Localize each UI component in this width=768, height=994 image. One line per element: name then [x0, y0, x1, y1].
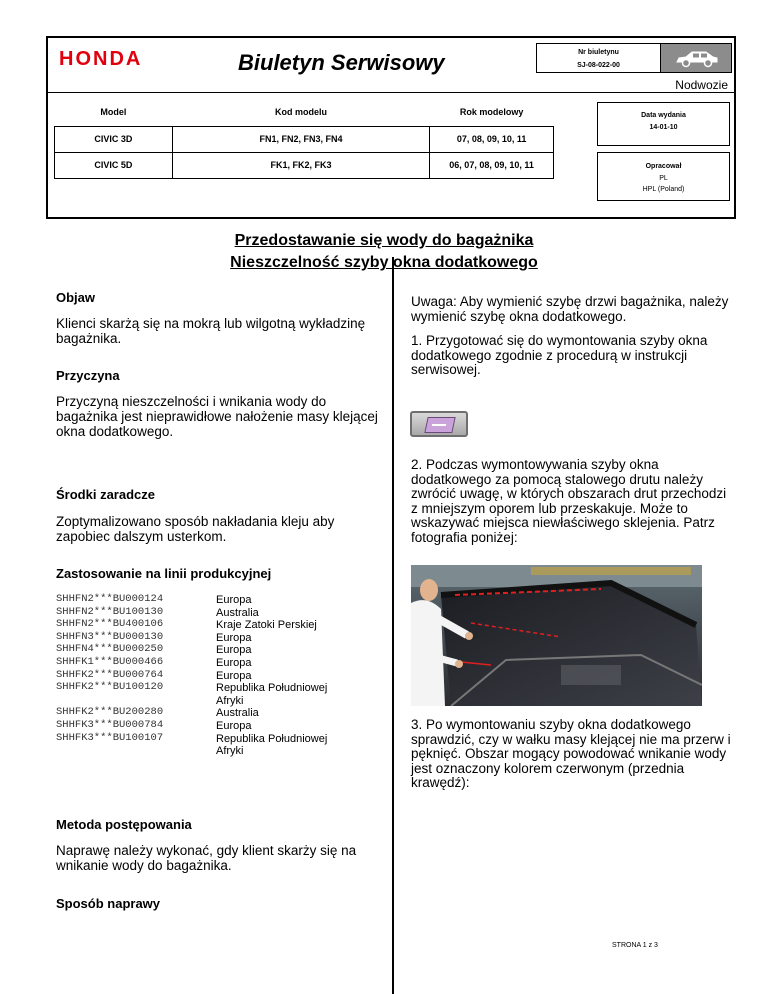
issue-date-label: Data wydania [641, 112, 686, 119]
vin-code: SHHFN2***BU400106 [56, 618, 164, 631]
region: Europa [216, 669, 252, 682]
bulletin-number: SJ-08-022-00 [577, 62, 620, 69]
region: Republika Południowej [216, 732, 328, 745]
service-manual-icon[interactable] [410, 411, 468, 437]
table-cell: FK1, FK2, FK3 [172, 152, 429, 178]
region: Kraje Zatoki Perskiej [216, 619, 317, 632]
bulletin-title: Biuletyn Serwisowy [238, 50, 445, 75]
step-2: 2. Podczas wymontowywania szyby okna dodatkowego za pomocą stalowego drutu należy zwrócić uwagę, w których obszarach drut przechodzi z mniejszym oporem lub przeskakuje. Może to wskazywać miejsca niewłaściwego sklejenia. Patrz fotografia poniżej: [411, 457, 727, 545]
model-table [54, 98, 554, 179]
author-initials: PL [659, 175, 668, 182]
symptom-text: Klienci skarżą się na mokrą lub wilgotną wykładzinę bagażnika. [56, 316, 366, 346]
method-heading: Metoda postępowania [56, 817, 192, 832]
vin-code: SHHFK1***BU000466 [56, 655, 164, 668]
bulletin-number-box [536, 43, 660, 73]
document-title: Przedostawanie się wody do bagażnika [234, 232, 534, 249]
author-company: HPL (Poland) [642, 186, 685, 193]
author-box [597, 152, 730, 201]
symptom-heading: Objaw [56, 290, 96, 305]
author-label: Opracował [645, 163, 682, 170]
region: Europa [216, 594, 252, 606]
table-cell: CIVIC 5D [55, 152, 173, 178]
category-label: Nodwozie [675, 78, 728, 92]
column-header: Rok modelowy [459, 106, 524, 117]
vin-code: SHHFK2***BU100120 [56, 681, 164, 694]
vin-code: SHHFK2***BU200280 [56, 706, 164, 719]
region: Europa [216, 656, 252, 669]
vin-code: SHHFN2***BU000124 [56, 593, 164, 605]
method-text: Naprawę należy wykonać, gdy klient skarży się na wnikanie wody do bagażnika. [56, 843, 357, 873]
book-icon [424, 417, 455, 433]
vin-code: SHHFK3***BU100107 [56, 731, 164, 744]
vin-code: SHHFN4***BU000250 [56, 643, 164, 656]
step-1: 1. Przygotować się do wymontowania szyby okna dodatkowego zgodnie z procedurą w instrukcji serwisowej. [411, 333, 708, 377]
region: Afryki [216, 745, 244, 758]
vin-code: SHHFK3***BU000784 [56, 718, 164, 731]
column-divider [392, 257, 394, 994]
region: Europa [216, 644, 252, 657]
region: Europa [216, 631, 252, 644]
region: Republika Południowej [216, 682, 328, 695]
vin-code-spacer [56, 694, 163, 707]
vin-code: SHHFN2***BU100130 [56, 605, 164, 618]
bulletin-header [46, 36, 736, 219]
vin-code-list [56, 593, 163, 744]
header-divider [48, 92, 734, 93]
page-number: STRONA 1 z 3 [612, 942, 658, 949]
document-subtitle: Nieszczelność szyby okna dodatkowego [230, 254, 538, 271]
issue-date: 14-01-10 [649, 124, 678, 131]
region: Australia [216, 707, 259, 720]
table-row [55, 152, 554, 178]
region: Afryki [216, 694, 244, 707]
production-heading: Zastosowanie na linii produkcyjnej [56, 566, 272, 581]
car-icon [660, 43, 732, 73]
region-list [216, 594, 327, 758]
issue-date-box [597, 102, 730, 146]
table-cell: 07, 08, 09, 10, 11 [430, 126, 554, 152]
table-cell: CIVIC 3D [55, 126, 173, 152]
table-cell: 06, 07, 08, 09, 10, 11 [430, 152, 554, 178]
cause-heading: Przyczyna [56, 368, 120, 383]
step-3: 3. Po wymontowaniu szyby okna dodatkowego sprawdzić, czy w wałku masy klejącej nie ma przerw i pęknięć. Obszar mogący powodować wnikanie wody jest oznaczony kolorem czerwonym (przednia krawędź): [411, 717, 731, 790]
replacement-note: Uwaga: Aby wymienić szybę drzwi bagażnika, należy wymienić szybę okna dodatkowego. [411, 294, 729, 324]
model-table-header [55, 98, 554, 126]
remedy-heading: Środki zaradcze [56, 487, 155, 502]
honda-logo: HONDA [59, 48, 143, 70]
cause-text: Przyczyną nieszczelności i wnikania wody do bagażnika jest nieprawidłowe nałożenie masy klejącej okna dodatkowego. [56, 394, 378, 439]
region: Australia [216, 606, 259, 619]
column-header: Model [100, 106, 127, 117]
region: Europa [216, 719, 252, 732]
vin-code: SHHFN3***BU000130 [56, 630, 164, 643]
table-row [55, 126, 554, 152]
bulletin-number-label: Nr biuletynu [578, 49, 619, 56]
remedy-text: Zoptymalizowano sposób nakładania kleju aby zapobiec dalszym usterkom. [56, 514, 335, 544]
repair-heading: Sposób naprawy [56, 896, 161, 911]
column-header: Kod modelu [274, 106, 327, 117]
repair-photo [411, 565, 702, 706]
table-cell: FN1, FN2, FN3, FN4 [172, 126, 429, 152]
vin-code: SHHFK2***BU000764 [56, 668, 164, 681]
